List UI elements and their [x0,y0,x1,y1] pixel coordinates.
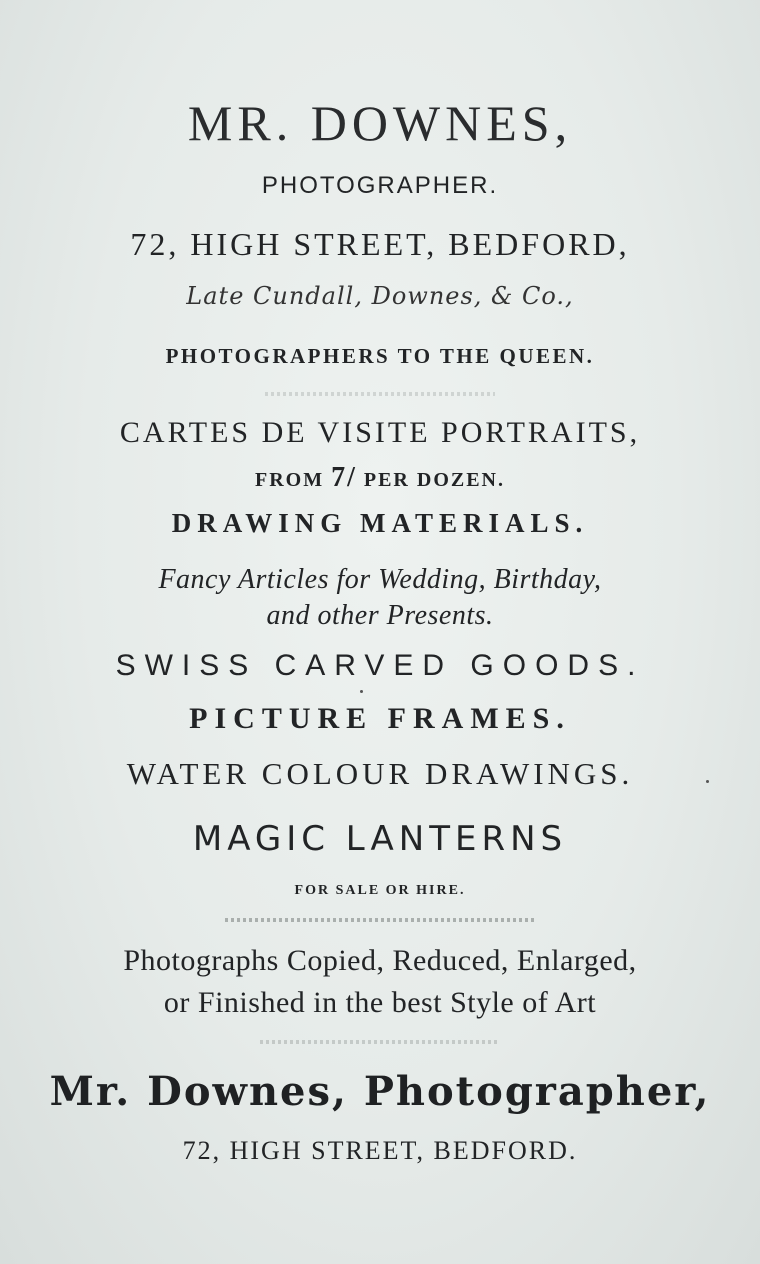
price-line [0,464,760,492]
signature-line: Mr. Downes, Photographer, [49,1068,711,1115]
price-per: PER DOZEN. [363,469,505,491]
copying-service-line1: Photographs Copied, Reduced, Enlarged, [123,944,637,977]
service-picture-frames: PICTURE FRAMES. [189,702,571,735]
service-cartes-de-visite: CARTES DE VISITE PORTRAITS, [119,416,641,449]
wavy-divider [225,918,535,922]
service-fancy-articles: Fancy Articles for Wedding, Birthday, [158,564,602,595]
service-drawing-materials: DRAWING MATERIALS. [171,508,589,538]
price-amount: 7/ [331,462,357,493]
profession-label: PHOTOGRAPHER. [261,172,499,199]
faint-divider [260,1040,500,1044]
royal-warrant: PHOTOGRAPHERS TO THE QUEEN. [165,344,595,368]
paper-speck [360,690,363,693]
ornamental-divider [265,392,495,396]
studio-address: 72, HIGH STREET, BEDFORD, [130,226,630,262]
sale-or-hire-note: FOR SALE OR HIRE. [294,883,466,898]
service-magic-lanterns: MAGIC LANTERNS [192,819,568,859]
service-fancy-articles-cont: and other Presents. [266,600,494,631]
paper-speck [706,780,709,783]
price-from: FROM [255,469,325,491]
service-swiss-goods: SWISS CARVED GOODS. [115,649,645,682]
page-title: MR. DOWNES, [187,95,573,151]
footer-address: 72, HIGH STREET, BEDFORD. [182,1136,578,1165]
copying-service-line2: or Finished in the best Style of Art [163,986,597,1019]
former-firm-note: Late Cundall, Downes, & Co., [186,282,574,310]
service-water-colours: WATER COLOUR DRAWINGS. [126,756,634,791]
